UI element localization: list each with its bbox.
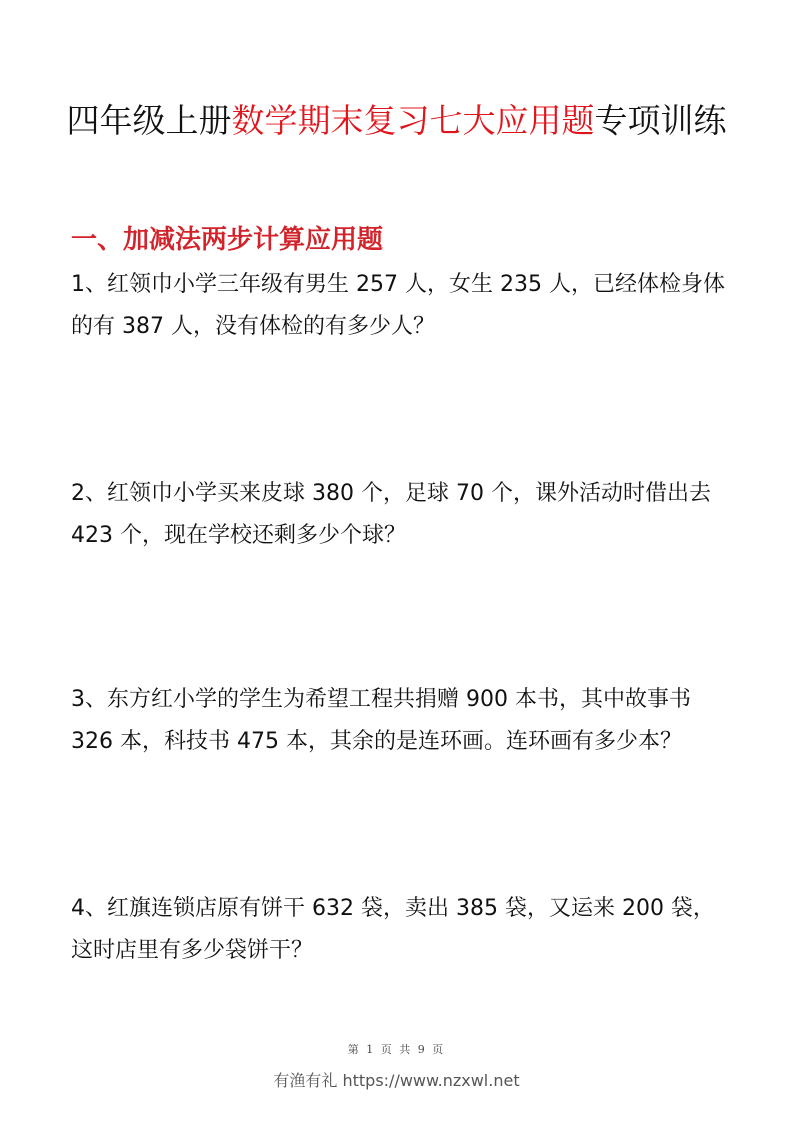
title-part-3: 专项训练 xyxy=(594,101,727,140)
section-heading: 一、加减法两步计算应用题 xyxy=(71,225,384,255)
watermark-url: 有渔有礼 https://www.nzxwl.net xyxy=(273,1071,520,1090)
title-part-1: 四年级上册 xyxy=(66,101,232,140)
question-3: 3、东方红小学的学生为希望工程共捐赠 900 本书，其中故事书 326 本，科技书 475 本，其余的是连环画。连环画有多少本？ xyxy=(71,687,691,754)
question-4: 4、红旗连锁店原有饼干 632 袋，卖出 385 袋，又运来 200 袋，这时店里有多少袋饼干？ xyxy=(71,896,715,963)
question-2: 2、红领巾小学买来皮球 380 个，足球 70 个，课外活动时借出去 423 个，现在学校还剩多少个球？ xyxy=(71,481,711,548)
title-highlight: 数学期末复习七大应用题 xyxy=(231,101,595,140)
question-1: 1、红领巾小学三年级有男生 257 人，女生 235 人，已经体检身体的有 387 人，没有体检的有多少人？ xyxy=(71,272,725,339)
page-number: 第 1 页 共 9 页 xyxy=(347,1043,446,1056)
document-title xyxy=(0,96,793,146)
